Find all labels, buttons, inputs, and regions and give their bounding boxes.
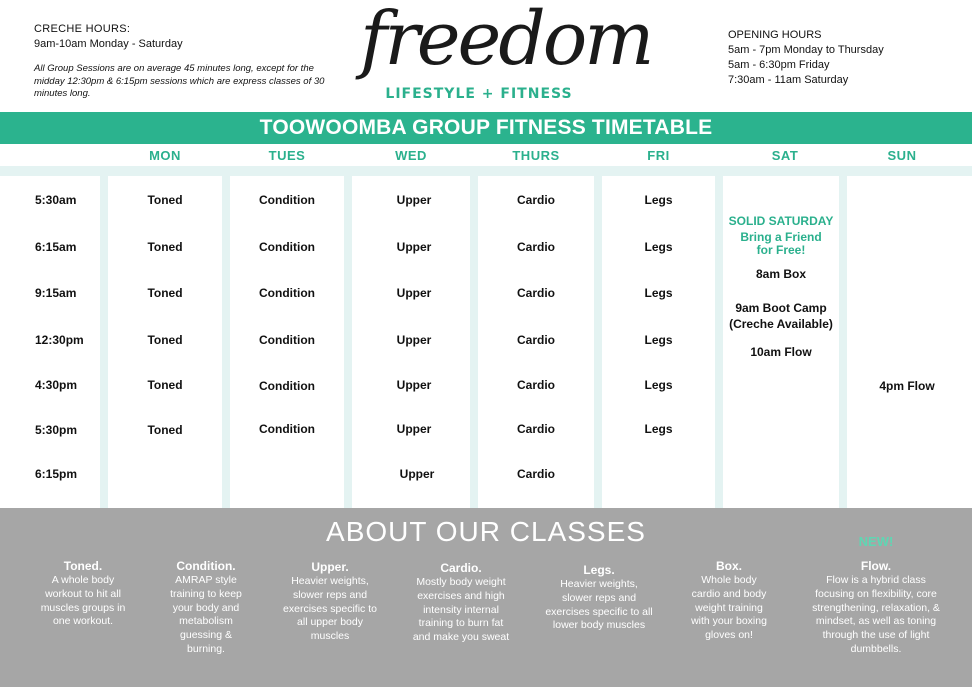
class-name: Condition. (176, 559, 236, 573)
class-cell: Condition (259, 379, 315, 393)
class-desc-line: Flow is a hybrid class (826, 574, 926, 586)
new-badge: NEW! (858, 534, 894, 549)
class-desc-line: focusing on flexibility, core (815, 587, 937, 600)
time-slot: 4:30pm (35, 378, 78, 392)
class-cell: Condition (259, 286, 315, 300)
class-desc-toned (28, 559, 138, 629)
class-cell: Condition (259, 422, 315, 436)
class-desc-line: exercises and high (417, 589, 505, 602)
day-header-wed: WED (395, 148, 427, 163)
sat-promo-title: SOLID SATURDAY (728, 214, 834, 228)
class-name: Cardio. (440, 561, 482, 575)
sat-promo-line: for Free! (756, 243, 806, 257)
class-desc-line: Heavier weights, (560, 578, 638, 590)
class-cell: Condition (259, 240, 315, 254)
opening-heading: OPENING HOURS (728, 29, 822, 41)
class-cell: Upper (396, 333, 432, 347)
time-slot: 12:30pm (35, 333, 84, 347)
time-slot: 5:30pm (35, 423, 78, 437)
class-name: Box. (715, 559, 742, 573)
class-desc-line: muscles groups in (40, 601, 126, 614)
class-cell: Legs (644, 286, 673, 300)
class-cell: Cardio (516, 422, 555, 436)
class-cell: Condition (259, 193, 315, 207)
class-cell: 4pm Flow (879, 379, 935, 393)
class-desc-line: training to keep (170, 587, 242, 600)
opening-line: 7:30am - 11am Saturday (728, 74, 849, 86)
class-desc-line: workout to hit all (45, 587, 121, 600)
class-desc-box (674, 559, 784, 643)
class-cell: Cardio (516, 378, 555, 392)
creche-hours (34, 22, 183, 52)
opening-line: 5am - 7pm Monday to Thursday (728, 44, 884, 56)
time-slot: 6:15am (35, 240, 77, 254)
day-header-fri: FRI (647, 148, 670, 163)
class-desc-line: dumbbells. (850, 642, 902, 655)
class-cell: Toned (147, 286, 183, 300)
creche-heading: CRECHE HOURS: (34, 23, 131, 35)
opening-hours (728, 28, 884, 88)
class-cell: Toned (147, 423, 183, 437)
class-cell: Legs (644, 378, 673, 392)
class-desc-line: strengthening, relaxation, & (812, 601, 940, 614)
class-desc-line: cardio and body (691, 587, 767, 600)
class-cell: Cardio (516, 193, 555, 207)
class-cell: Upper (399, 467, 435, 481)
class-cell: Cardio (516, 286, 555, 300)
day-header-sat: SAT (771, 148, 799, 163)
class-desc-line: Mostly body weight (416, 576, 506, 588)
day-header-mon: MON (149, 148, 181, 163)
class-desc-condition (152, 559, 260, 657)
class-desc-line: all upper body (297, 616, 363, 629)
class-cell: Upper (396, 378, 432, 392)
class-desc-flow (800, 559, 952, 657)
class-desc-line: intensity internal (423, 603, 499, 616)
sat-class: 9am Boot Camp (735, 301, 827, 315)
day-header-tues: TUES (268, 148, 306, 163)
class-name: Legs. (583, 563, 615, 577)
class-desc-line: Whole body (701, 574, 757, 586)
class-cell: Legs (644, 422, 673, 436)
class-desc-line: metabolism (179, 615, 233, 628)
class-desc-line: and make you sweat (412, 631, 510, 644)
class-name: Toned. (63, 559, 103, 573)
class-name: Upper. (311, 560, 349, 574)
class-desc-line: muscles (310, 630, 350, 643)
class-desc-line: one workout. (52, 615, 114, 628)
class-cell: Condition (259, 333, 315, 347)
class-desc-line: gloves on! (705, 629, 753, 642)
class-cell: Cardio (516, 240, 555, 254)
class-desc-line: mindset, as well as toning (815, 615, 937, 628)
class-cell: Legs (644, 240, 673, 254)
class-desc-legs (534, 563, 664, 633)
class-desc-cardio (400, 561, 522, 645)
class-cell: Cardio (516, 333, 555, 347)
class-cell: Cardio (516, 467, 555, 481)
class-desc-line: slower reps and (561, 591, 637, 604)
class-desc-line: AMRAP style (175, 574, 237, 586)
creche-hours-text: 9am-10am Monday - Saturday (34, 38, 183, 50)
class-desc-line: exercises specific to all (545, 605, 653, 618)
class-desc-line: with your boxing (691, 615, 767, 628)
class-cell: Toned (147, 378, 183, 392)
class-cell: Legs (644, 193, 673, 207)
sat-class-note: (Creche Available) (729, 317, 833, 331)
class-cell: Upper (396, 286, 432, 300)
class-desc-line: A whole body (51, 574, 115, 586)
class-desc-line: weight training (695, 601, 763, 614)
brand-logo-wordmark: freedom (360, 0, 652, 82)
time-slot: 9:15am (35, 286, 77, 300)
opening-line: 5am - 6:30pm Friday (728, 59, 830, 71)
class-desc-line: your body and (172, 601, 240, 614)
class-desc-line: lower body muscles (552, 619, 646, 632)
class-cell: Upper (396, 193, 432, 207)
time-slot: 6:15pm (35, 467, 78, 481)
sat-promo-line: Bring a Friend (740, 230, 822, 244)
class-desc-line: guessing & (180, 629, 232, 642)
saturday-schedule (723, 215, 839, 359)
class-cell: Toned (147, 193, 183, 207)
day-header-sun: SUN (887, 148, 917, 163)
time-slot: 5:30am (35, 193, 77, 207)
class-cell: Toned (147, 240, 183, 254)
class-desc-upper (274, 560, 386, 644)
brand-logo-tagline: LIFESTYLE + FITNESS (385, 86, 573, 102)
class-name: Flow. (860, 559, 892, 573)
class-desc-line: through the use of light (822, 629, 930, 642)
sat-class: 8am Box (755, 267, 807, 281)
class-desc-line: Heavier weights, (291, 575, 369, 587)
about-title: ABOUT OUR CLASSES (326, 516, 646, 547)
class-desc-line: slower reps and (292, 588, 368, 601)
class-cell: Toned (147, 333, 183, 347)
day-header-thurs: THURS (512, 148, 560, 163)
session-note: All Group Sessions are on average 45 minutes long, except for the midday 12:30pm & 6:15pm sessions which are express classes of 30 minutes long. (34, 63, 325, 99)
class-desc-line: burning. (187, 642, 225, 655)
class-desc-line: exercises specific to (283, 602, 377, 615)
class-cell: Legs (644, 333, 673, 347)
sat-class: 10am Flow (750, 345, 812, 359)
column-sun (847, 176, 972, 508)
class-cell: Upper (396, 422, 432, 436)
page-title: TOOWOOMBA GROUP FITNESS TIMETABLE (259, 116, 713, 139)
class-cell: Upper (396, 240, 432, 254)
class-desc-line: training to burn fat (418, 617, 504, 630)
